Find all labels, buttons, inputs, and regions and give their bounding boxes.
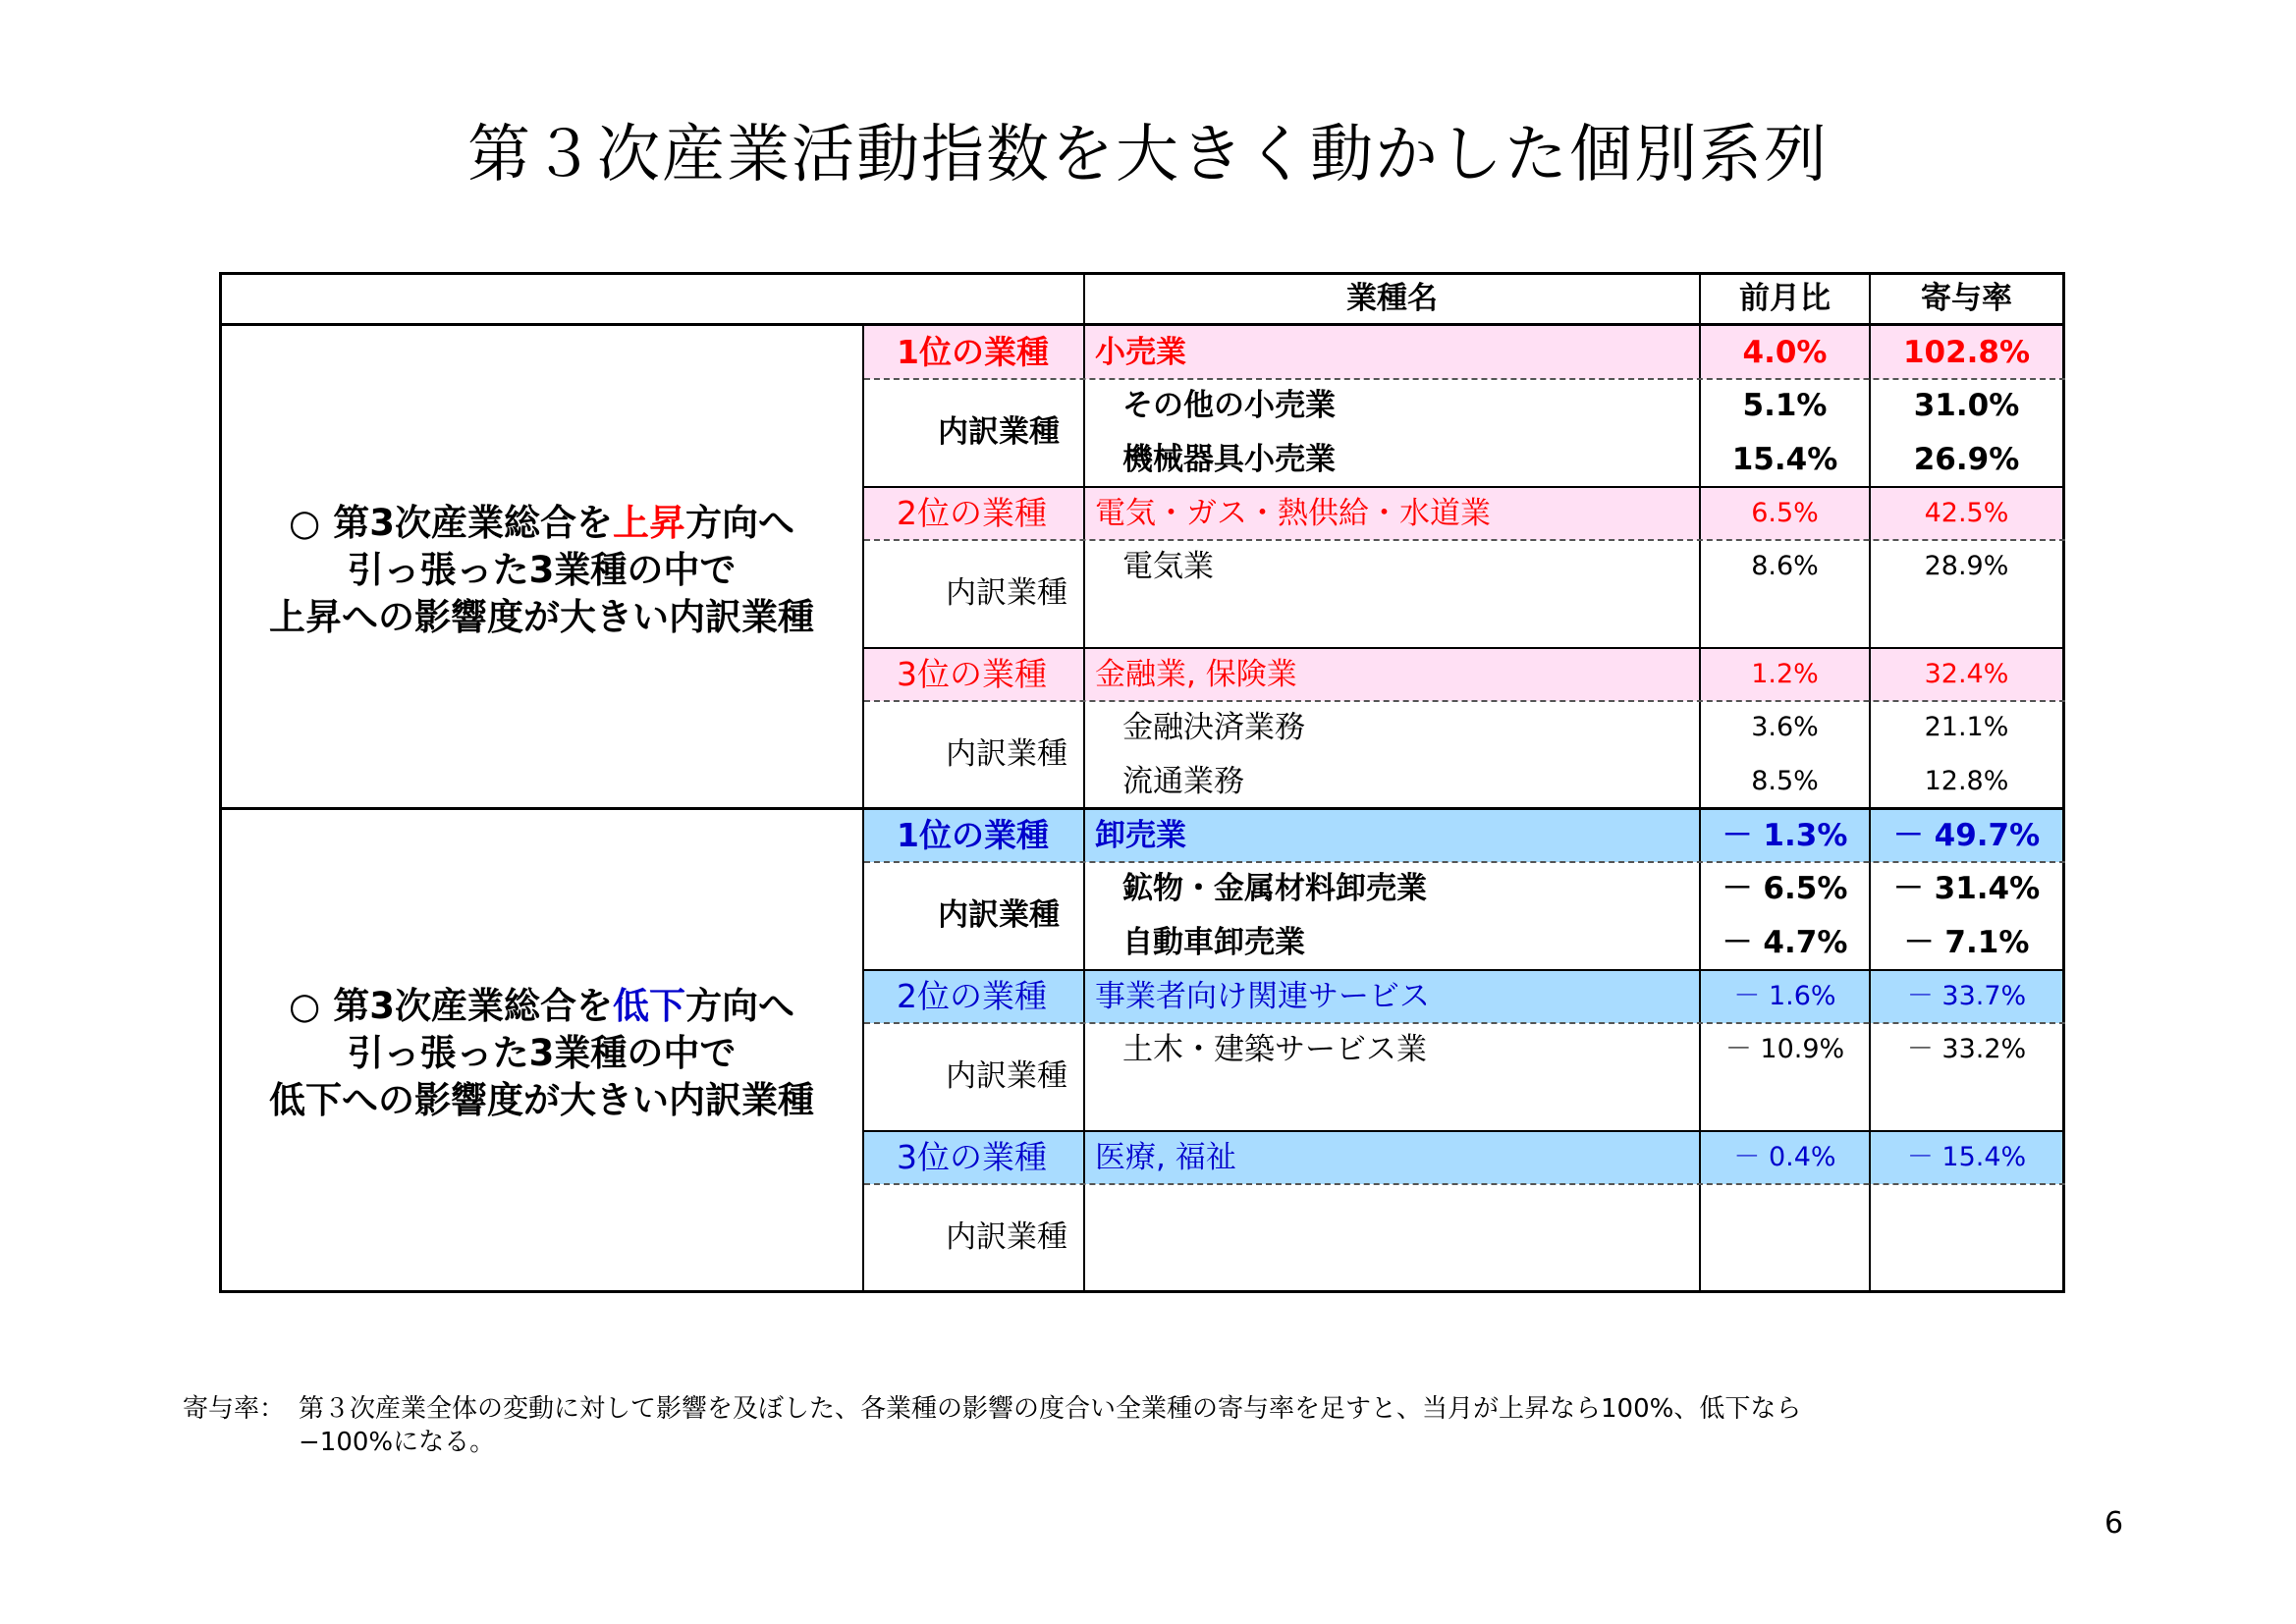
up-rank2-name: 電気・ガス・熱供給・水道業 (1095, 496, 1491, 531)
up-rank3-sub1-contrib: 21.1% (1924, 712, 2009, 742)
up-rank1-label: 1位の業種 (897, 333, 1049, 371)
up-rank3-sub2-name: 流通業務 (1122, 764, 1244, 799)
up-rank3-sub2-contrib: 12.8% (1924, 766, 2009, 796)
up-rank1-sub1-name: その他の小売業 (1122, 388, 1336, 423)
up-label-pre: ○ 第3次産業総合を (289, 502, 613, 544)
down-rank2-contrib: － 33.7% (1906, 981, 2027, 1011)
page-title: 第３次産業活動指数を大きく動かした個別系列 (467, 119, 1829, 191)
up-rank1-sub1-contrib: 31.0% (1913, 388, 2020, 423)
up-rank1-sub1-mom: 5.1% (1742, 388, 1828, 423)
down-rank2-mom: － 1.6% (1733, 981, 1836, 1011)
up-rank2-mom: 6.5% (1751, 498, 1819, 528)
up-rank2-label: 2位の業種 (897, 494, 1047, 532)
up-rank2-sub1-mom: 8.6% (1751, 551, 1819, 581)
footnote-line1: 第３次産業全体の変動に対して影響を及ぼした、各業種の影響の度合い全業種の寄与率を足すと、当月が上昇なら100%、低下なら (299, 1394, 1802, 1424)
up-rank3-mom: 1.2% (1751, 659, 1819, 689)
down-label-post: 方向へ (684, 985, 794, 1027)
up-rank1-mom: 4.0% (1742, 335, 1828, 370)
down-rank3-name: 医療, 福祉 (1095, 1140, 1236, 1175)
up-rank3-sub2-mom: 8.5% (1751, 766, 1819, 796)
down-rank3-mom: － 0.4% (1733, 1142, 1836, 1172)
down-rank1-sub2-contrib: － 7.1% (1903, 925, 2030, 960)
down-rank1-contrib: － 49.7% (1892, 818, 2041, 853)
up-rank2-sub-label: 内訳業種 (946, 575, 1067, 611)
down-label-key: 低下 (612, 985, 685, 1027)
up-rank1-sub2-mom: 15.4% (1731, 442, 1838, 477)
down-rank1-sub2-mom: － 4.7% (1722, 925, 1848, 960)
down-rank2-name: 事業者向け関連サービス (1095, 979, 1430, 1014)
header-mom: 前月比 (1739, 281, 1831, 316)
down-label-line2: 引っ張った3業種の中で (347, 1032, 737, 1074)
down-rank2-sub-label: 内訳業種 (946, 1058, 1067, 1094)
down-rank1-sub1-contrib: － 31.4% (1892, 871, 2041, 906)
up-rank1-sub-label: 内訳業種 (938, 414, 1060, 450)
up-rank3-sub1-mom: 3.6% (1751, 712, 1819, 742)
up-rank1-sub2-contrib: 26.9% (1913, 442, 2020, 477)
col-divider-name (1083, 272, 1085, 1293)
up-label-line3: 上昇への影響度が大きい内訳業種 (269, 596, 814, 638)
up-rank3-sub1-name: 金融決済業務 (1122, 710, 1305, 745)
down-rank2-sub1-mom: － 10.9% (1724, 1034, 1845, 1064)
up-label-key: 上昇 (612, 502, 685, 544)
footnote-line2: −100%になる。 (299, 1428, 496, 1457)
down-rank1-mom: － 1.3% (1722, 818, 1848, 853)
up-rank3-sub-label: 内訳業種 (946, 736, 1067, 772)
down-rank3-label: 3位の業種 (897, 1138, 1047, 1176)
down-rank1-sub1-mom: － 6.5% (1722, 871, 1848, 906)
down-group-label (219, 983, 864, 1124)
down-label-pre: ○ 第3次産業総合を (289, 985, 613, 1027)
page-number: 6 (2105, 1506, 2124, 1541)
header-name: 業種名 (1346, 281, 1438, 316)
up-rank3-label: 3位の業種 (897, 655, 1047, 693)
down-rank1-sub2-name: 自動車卸売業 (1122, 925, 1305, 960)
header-contrib: 寄与率 (1921, 281, 2012, 316)
down-rank3-contrib: － 15.4% (1906, 1142, 2027, 1172)
up-label-line2: 引っ張った3業種の中で (347, 549, 737, 591)
down-rank2-sub1-contrib: － 33.2% (1906, 1034, 2027, 1064)
up-rank1-contrib: 102.8% (1902, 335, 2031, 370)
contribution-table (219, 272, 2065, 1293)
table-border-bottom (219, 1290, 2065, 1293)
down-rank2-sub1-name: 土木・建築サービス業 (1122, 1032, 1427, 1067)
up-rank3-name: 金融業, 保険業 (1095, 657, 1297, 692)
col-divider-rank (862, 326, 864, 1293)
up-rank2-sub1-contrib: 28.9% (1924, 551, 2009, 581)
table-border-left (219, 272, 222, 1293)
up-rank1-name: 小売業 (1095, 335, 1186, 370)
down-rank1-label: 1位の業種 (897, 816, 1049, 854)
down-rank1-sub1-name: 鉱物・金属材料卸売業 (1122, 871, 1427, 906)
up-group-label (219, 500, 864, 641)
down-rank1-sub-label: 内訳業種 (938, 897, 1060, 933)
down-rank2-label: 2位の業種 (897, 977, 1047, 1015)
table-border-right (2062, 272, 2065, 1293)
up-rank1-sub2-name: 機械器具小売業 (1122, 442, 1336, 477)
footnote-label: 寄与率： (183, 1394, 286, 1424)
up-label-post: 方向へ (684, 502, 794, 544)
down-rank1-name: 卸売業 (1095, 818, 1186, 853)
down-rank3-sub-label: 内訳業種 (946, 1219, 1067, 1255)
up-rank2-contrib: 42.5% (1924, 498, 2009, 528)
up-rank3-contrib: 32.4% (1924, 659, 2009, 689)
up-rank2-sub1-name: 電気業 (1122, 549, 1214, 584)
down-label-line3: 低下への影響度が大きい内訳業種 (269, 1079, 814, 1121)
